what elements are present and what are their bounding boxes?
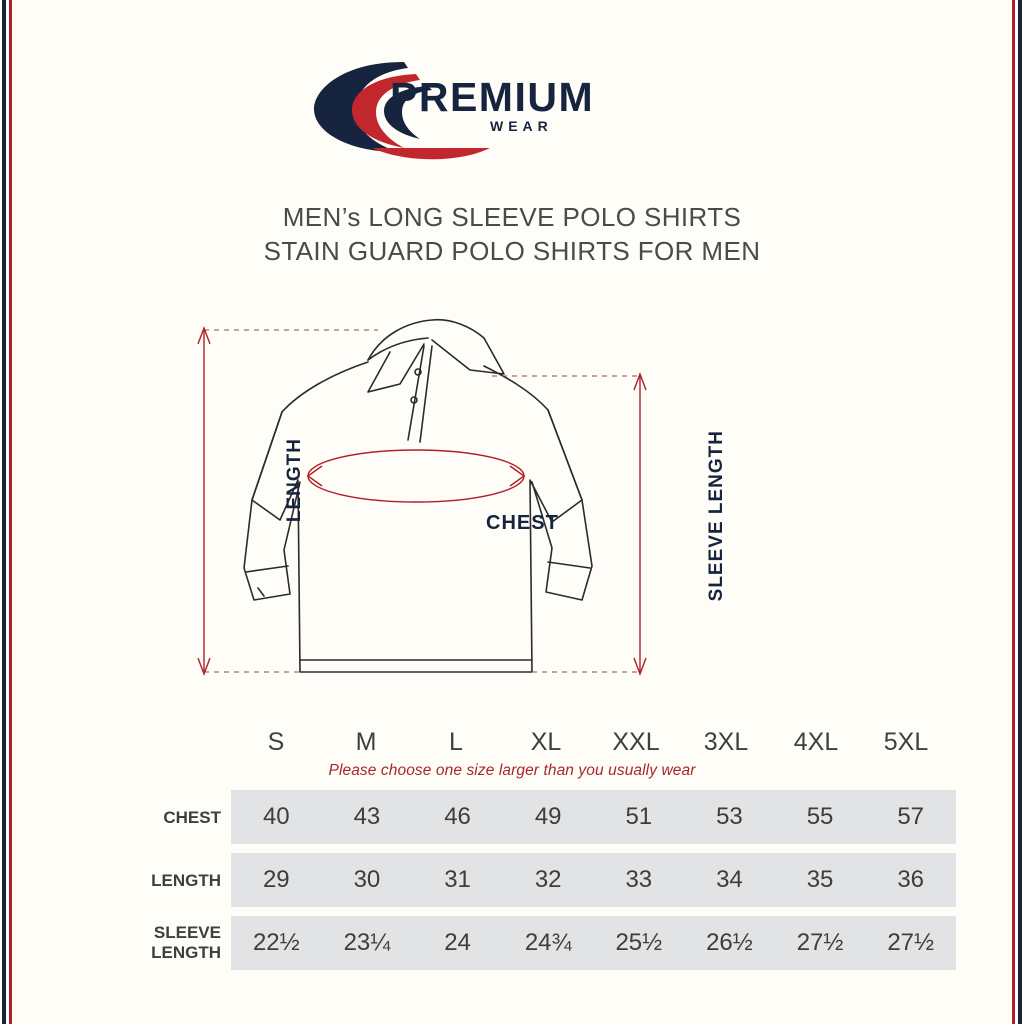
cell-sleeve-3xl: 26½ [706,929,753,956]
row-label-length: LENGTH [151,870,221,890]
shirt-measurement-diagram [16,300,1008,710]
size-header-m: M [355,728,377,756]
sleeve-length-dimension-label: SLEEVE LENGTH [706,430,727,602]
right-border-stripe [1010,0,1024,1024]
row-values-chest [231,790,956,844]
row-label-chest: CHEST [163,807,221,827]
row-label-sleeve-line1: SLEEVE [153,923,221,942]
cell-chest-l: 46 [444,803,471,830]
size-header-row [231,728,951,757]
cell-sleeve-xl: 24¾ [524,929,572,956]
page-title [16,200,1008,268]
cell-chest-5xl: 57 [897,803,925,830]
row-label-sleeve-line2: LENGTH [151,943,221,962]
title-line-1: MEN’s LONG SLEEVE POLO SHIRTS [282,202,742,232]
content-area [16,0,1008,1024]
size-header-xxl: XXL [612,728,660,756]
cell-sleeve-l: 24 [444,929,471,956]
cell-length-s: 29 [262,866,290,893]
row-label-sleeve-length [126,916,231,970]
cell-length-xxl: 33 [625,866,653,893]
cell-length-5xl: 36 [897,866,925,893]
polo-shirt-illustration [132,300,892,700]
cell-chest-xxl: 51 [625,803,653,830]
cell-length-m: 30 [353,866,381,893]
brand-logo [16,52,1008,162]
row-values-length [231,853,956,907]
size-header-xl: XL [530,728,562,756]
cell-chest-3xl: 53 [716,803,743,830]
cell-length-4xl: 35 [806,866,834,893]
cell-sleeve-4xl: 27½ [796,929,844,956]
sizing-note: Please choose one size larger than you usually wear [328,762,696,779]
cell-sleeve-s: 22½ [252,929,300,956]
logo-subtitle: WEAR [490,118,553,134]
cell-length-3xl: 34 [716,866,743,893]
table-row [126,853,956,907]
size-table [126,790,956,979]
cell-length-xl: 32 [534,866,562,893]
cell-sleeve-xxl: 25½ [615,929,663,956]
cell-sleeve-m: 23¼ [343,929,391,956]
row-values-sleeve-length [231,916,956,970]
length-dimension-label: LENGTH [284,438,305,523]
chest-dimension-label: CHEST [486,512,559,534]
cell-chest-s: 40 [262,803,290,830]
cell-length-l: 31 [444,866,471,893]
size-header-l: L [449,728,463,756]
cell-sleeve-5xl: 27½ [887,929,935,956]
table-row [126,916,956,970]
size-header-5xl: 5XL [883,728,929,756]
cell-chest-m: 43 [353,803,381,830]
size-header-3xl: 3XL [703,728,749,756]
cell-chest-xl: 49 [534,803,562,830]
size-header-4xl: 4XL [793,728,839,756]
size-header-s: S [267,728,285,756]
table-row [126,790,956,844]
title-line-2: STAIN GUARD POLO SHIRTS FOR MEN [263,236,761,266]
cell-chest-4xl: 55 [806,803,834,830]
logo-wordmark: PREMIUM [390,74,595,120]
left-border-stripe [0,0,14,1024]
